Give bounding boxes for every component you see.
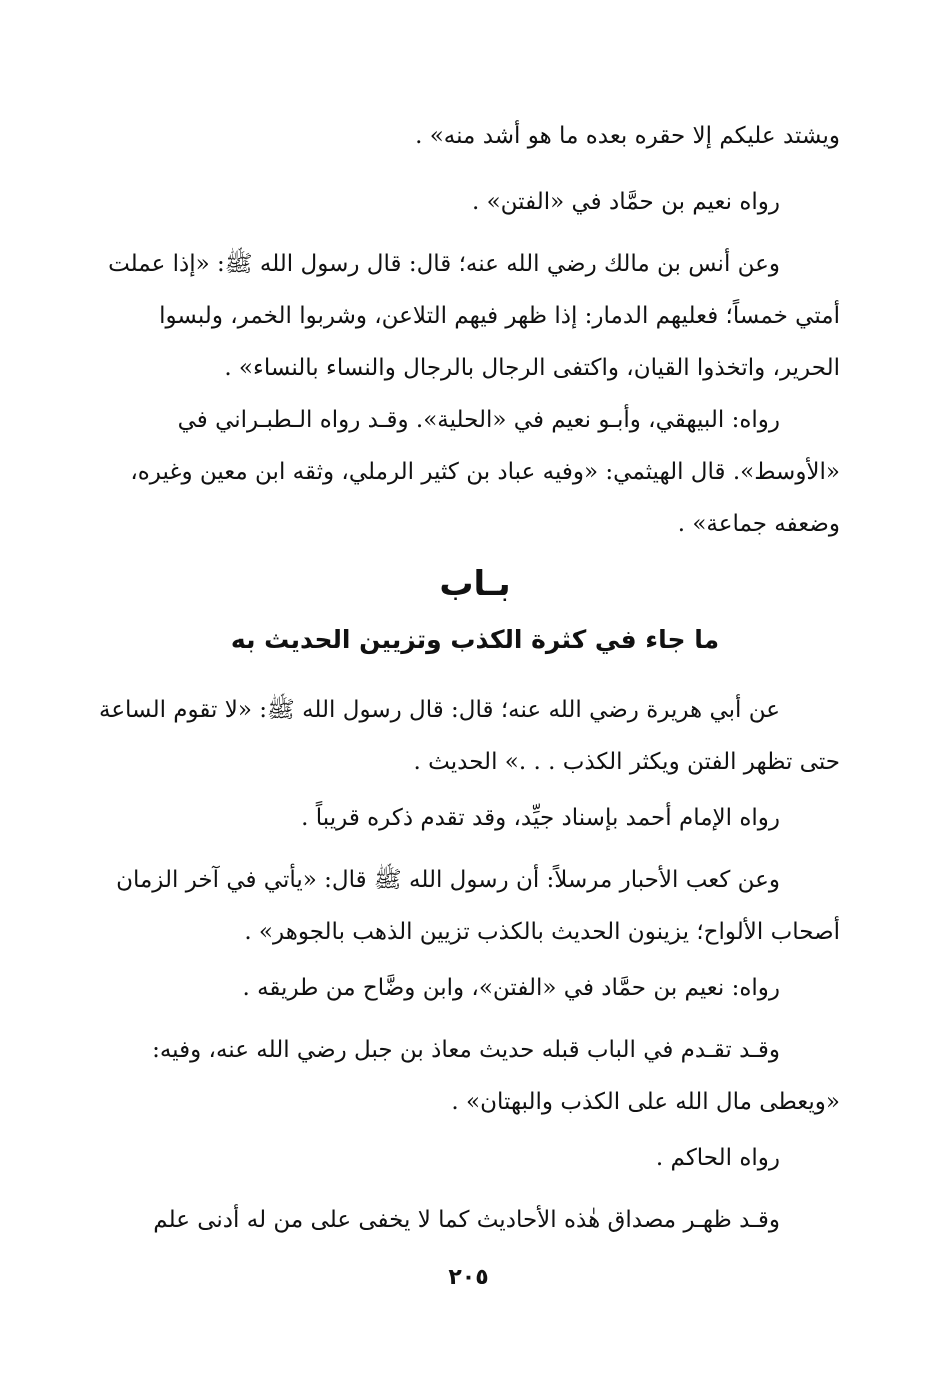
text-line: حتى تظهر الفتن ويكثر الكذب . . .» الحديث .	[413, 749, 840, 775]
text-line: وعن كعب الأحبار مرسلاً: أن رسول الله ﷺ قال: «يأتي في آخر الزمان	[116, 867, 780, 893]
paragraph-closing	[110, 1194, 840, 1246]
paragraph-kab-hadith	[110, 854, 840, 958]
paragraph-anas-hadith	[110, 238, 840, 394]
text-line: الحرير، واتخذوا القيان، واكتفى الرجال بالرجال والنساء بالنساء» .	[224, 355, 840, 381]
text-line: وعن أنس بن مالك رضي الله عنه؛ قال: قال رسول الله ﷺ: «إذا عملت	[108, 251, 780, 277]
chapter-subtitle: ما جاء في كثرة الكذب وتزيين الحديث به	[230, 625, 720, 654]
text-line: «ويعطى مال الله على الكذب والبهتان» .	[451, 1089, 840, 1115]
text-line: رواه الإمام أحمد بإسناد جيِّد، وقد تقدم ذكره قريباً .	[301, 805, 780, 831]
paragraph-nuaym-source	[110, 962, 840, 1014]
text-line: رواه الحاكم .	[655, 1145, 780, 1171]
text-line: أصحاب الألواح؛ يزينون الحديث بالكذب تزيين الذهب بالجوهر» .	[244, 919, 840, 945]
page-number: ٢٠٥	[448, 1265, 489, 1290]
paragraph-ahmad-source	[110, 792, 840, 844]
paragraph-abu-hurayra-hadith	[98, 684, 840, 788]
text-line: عن أبي هريرة رضي الله عنه؛ قال: قال رسول الله ﷺ: «لا تقوم الساعة	[98, 697, 780, 723]
text-line: أمتي خمساً؛ فعليهم الدمار: إذا ظهر فيهم التلاعن، وشربوا الخمر، ولبسوا	[159, 303, 840, 329]
text-line: وقـد تقـدم في الباب قبله حديث معاذ بن جبل رضي الله عنه، وفيه:	[152, 1037, 780, 1063]
text-line: رواه نعيم بن حمَّاد في «الفتن» .	[471, 189, 780, 215]
paragraph-continuation	[110, 110, 840, 162]
text-line: «الأوسط». قال الهيثمي: «وفيه عباد بن كثير الرملي، وثقه ابن معين وغيره،	[130, 459, 840, 485]
paragraph-bayhaqi-source	[110, 394, 840, 550]
text-line: ويشتد عليكم إلا حقره بعده ما هو أشد منه» .	[415, 123, 840, 149]
paragraph-hakim-source	[110, 1132, 840, 1184]
paragraph-muadh-reference	[110, 1024, 840, 1128]
text-line: رواه: نعيم بن حمَّاد في «الفتن»، وابن وضَّاح من طريقه .	[242, 975, 780, 1001]
text-line: وضعفه جماعة» .	[677, 511, 840, 537]
text-line: وقـد ظهـر مصداق هٰذه الأحاديث كما لا يخفى على من له أدنى علم	[153, 1207, 780, 1233]
chapter-title: بـاب	[439, 564, 511, 604]
paragraph-source-fitan	[110, 176, 840, 228]
text-line: رواه: البيهقي، وأبـو نعيم في «الحلية». وقـد رواه الـطبـراني في	[177, 407, 780, 433]
